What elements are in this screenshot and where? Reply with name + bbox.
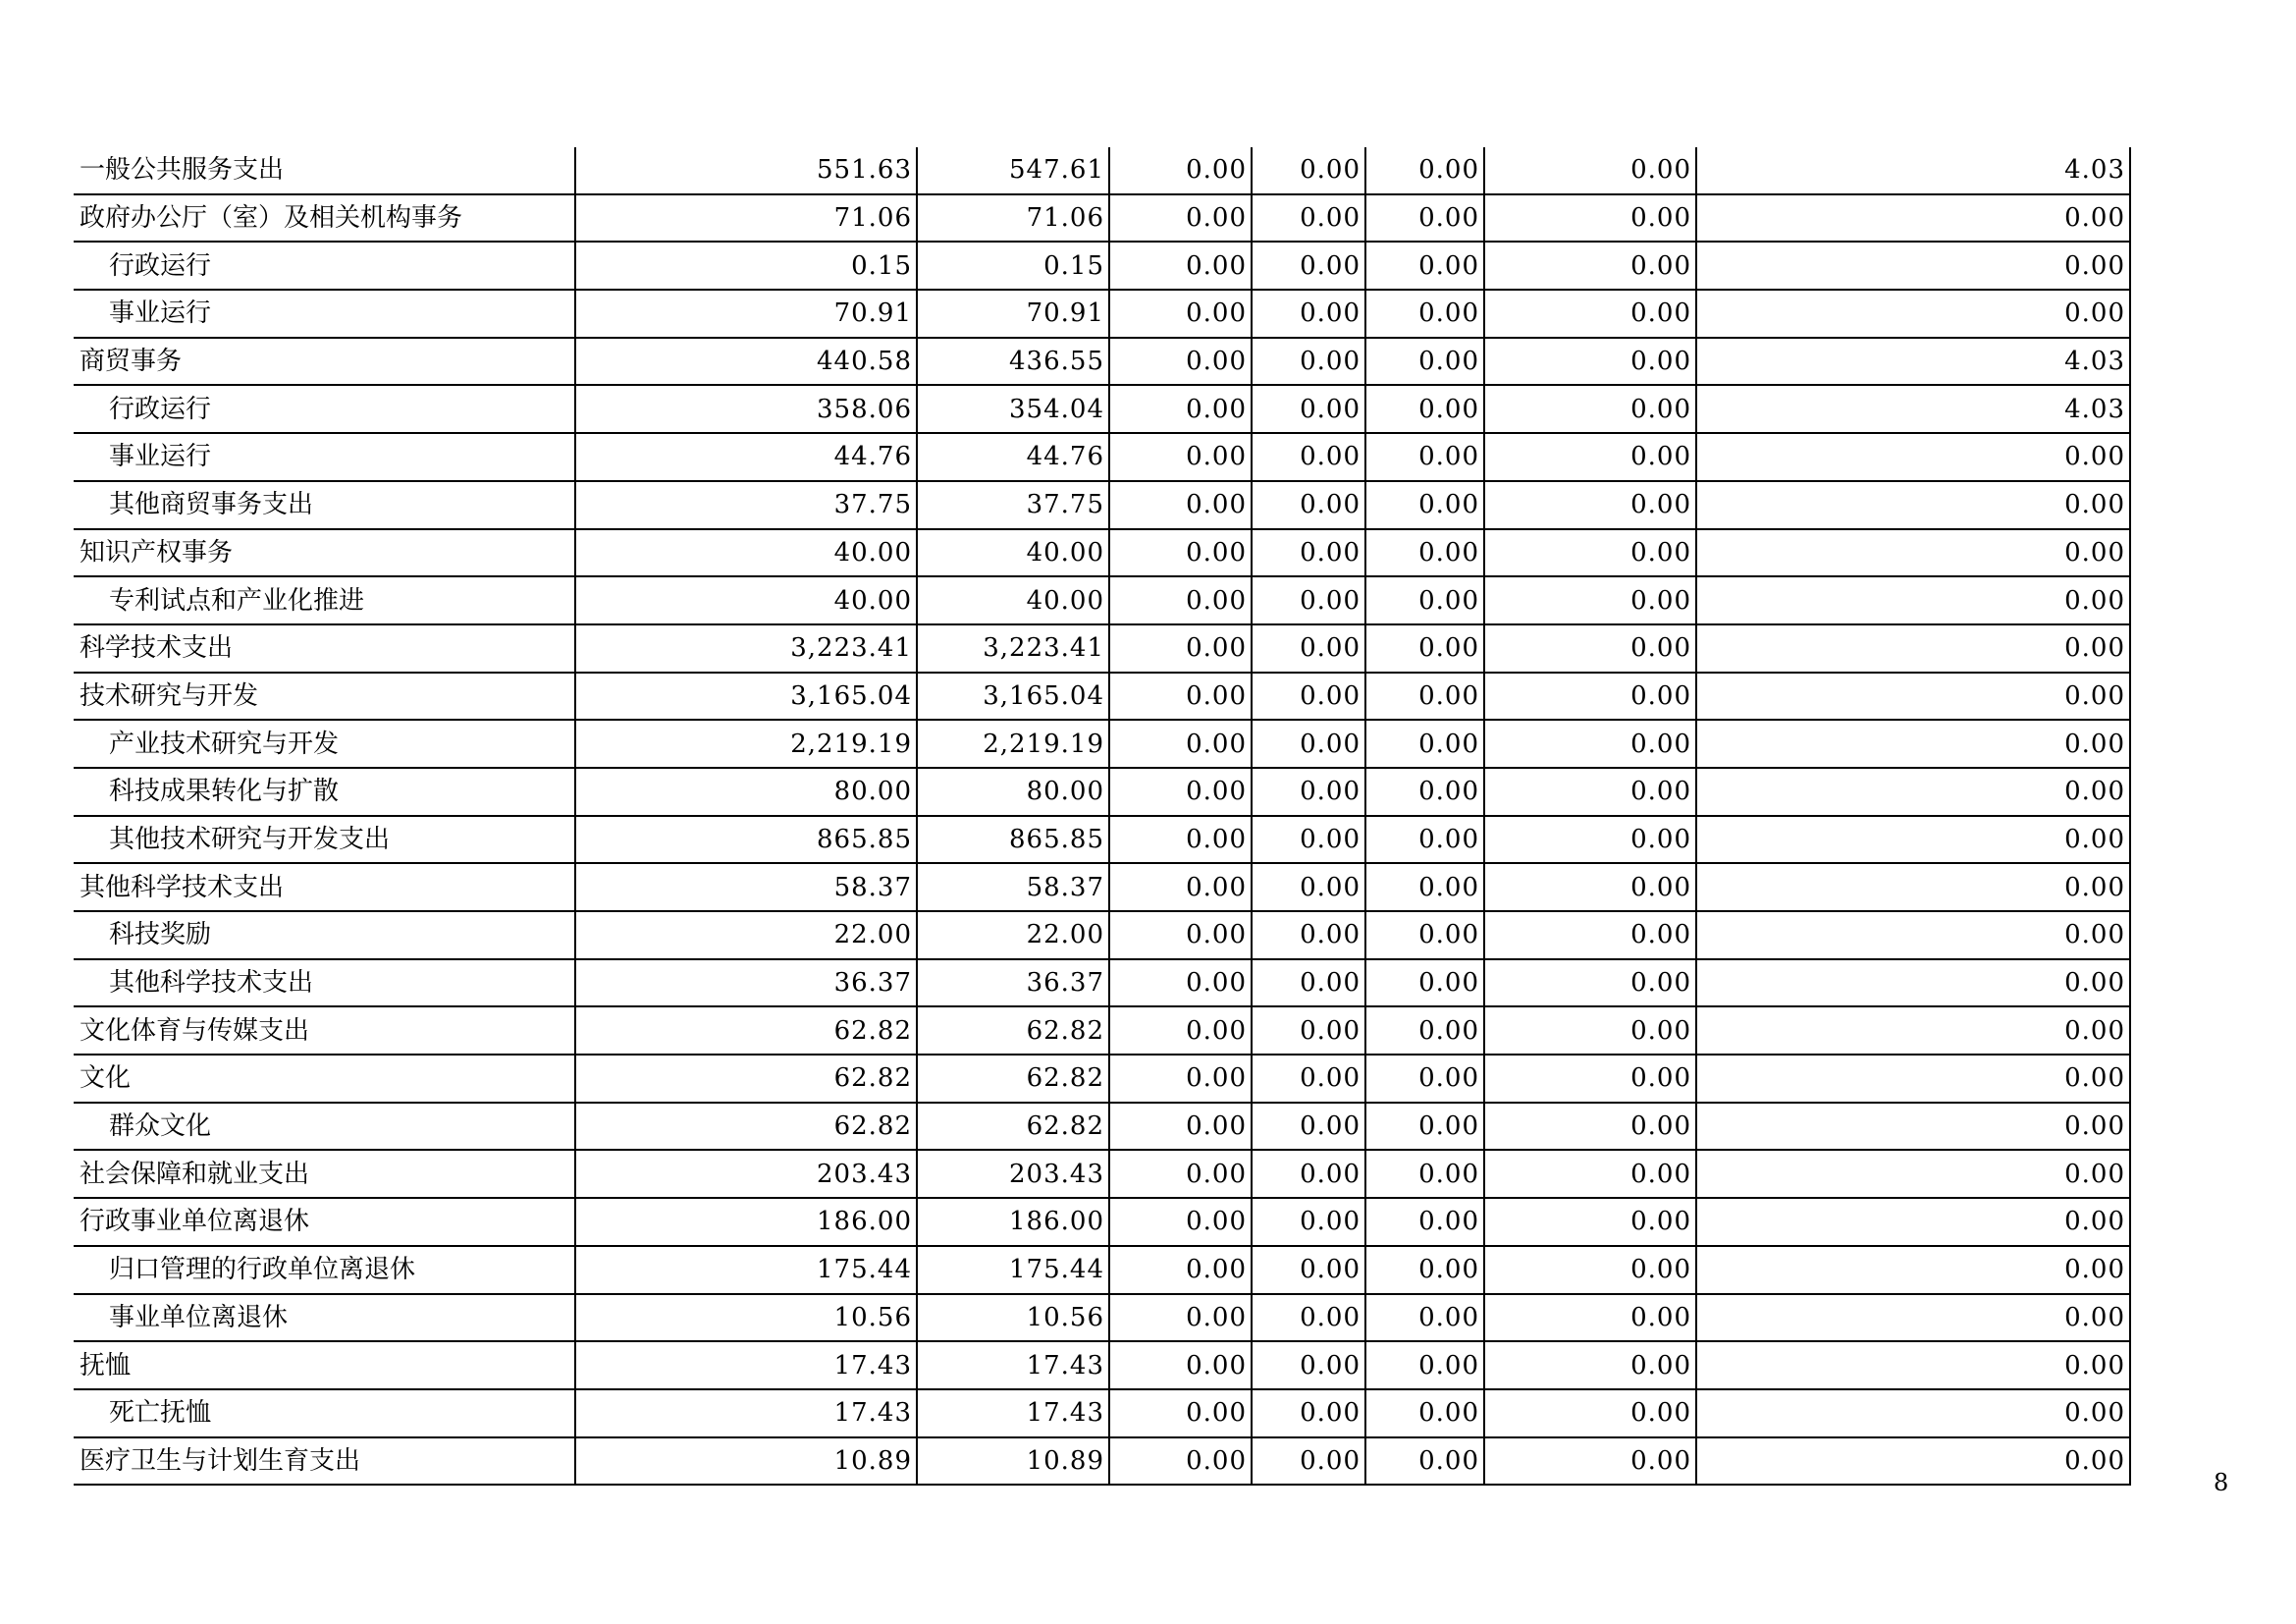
- amount-cell: 440.58: [575, 338, 917, 386]
- amount-cell: 0.00: [1252, 194, 1365, 243]
- amount-cell: 0.00: [1252, 290, 1365, 338]
- row-label: 其他技术研究与开发支出: [74, 816, 575, 864]
- amount-cell: 0.00: [1696, 1341, 2130, 1389]
- amount-cell: 0.00: [1365, 194, 1484, 243]
- amount-cell: 36.37: [575, 959, 917, 1007]
- amount-cell: 0.00: [1484, 673, 1696, 721]
- page-number: 8: [2214, 1469, 2229, 1496]
- amount-cell: 0.00: [1109, 768, 1252, 816]
- amount-cell: 0.00: [1696, 529, 2130, 577]
- table-row: [74, 242, 2130, 290]
- amount-cell: 0.00: [1252, 720, 1365, 768]
- amount-cell: 0.00: [1484, 576, 1696, 624]
- amount-cell: 17.43: [917, 1389, 1109, 1437]
- amount-cell: 0.00: [1696, 1198, 2130, 1246]
- amount-cell: 62.82: [917, 1006, 1109, 1055]
- amount-cell: 0.00: [1109, 816, 1252, 864]
- amount-cell: 3,165.04: [575, 673, 917, 721]
- amount-cell: 37.75: [575, 481, 917, 529]
- table-row: [74, 290, 2130, 338]
- row-label: 科技奖励: [74, 911, 575, 959]
- table-row: [74, 1246, 2130, 1294]
- amount-cell: 0.00: [1109, 1341, 1252, 1389]
- amount-cell: 58.37: [917, 863, 1109, 911]
- amount-cell: 0.00: [1252, 529, 1365, 577]
- amount-cell: 0.00: [1109, 1150, 1252, 1198]
- amount-cell: 0.00: [1109, 1006, 1252, 1055]
- amount-cell: 0.00: [1484, 147, 1696, 194]
- amount-cell: 0.00: [1484, 481, 1696, 529]
- amount-cell: 0.00: [1252, 481, 1365, 529]
- amount-cell: 0.00: [1696, 1150, 2130, 1198]
- table-body: [74, 147, 2130, 1485]
- amount-cell: 0.00: [1365, 385, 1484, 433]
- amount-cell: 70.91: [575, 290, 917, 338]
- table-row: [74, 673, 2130, 721]
- amount-cell: 0.00: [1109, 194, 1252, 243]
- amount-cell: 0.00: [1365, 1389, 1484, 1437]
- amount-cell: 0.00: [1109, 959, 1252, 1007]
- row-label: 科学技术支出: [74, 624, 575, 673]
- amount-cell: 0.00: [1365, 576, 1484, 624]
- amount-cell: 0.00: [1109, 338, 1252, 386]
- amount-cell: 0.00: [1109, 481, 1252, 529]
- amount-cell: 0.00: [1365, 1198, 1484, 1246]
- amount-cell: 865.85: [917, 816, 1109, 864]
- amount-cell: 0.00: [1109, 1246, 1252, 1294]
- table-row: [74, 1389, 2130, 1437]
- table-row: [74, 338, 2130, 386]
- amount-cell: 0.00: [1109, 911, 1252, 959]
- amount-cell: 22.00: [575, 911, 917, 959]
- amount-cell: 80.00: [575, 768, 917, 816]
- amount-cell: 10.89: [917, 1437, 1109, 1486]
- amount-cell: 175.44: [917, 1246, 1109, 1294]
- amount-cell: 10.56: [575, 1294, 917, 1342]
- amount-cell: 0.00: [1252, 576, 1365, 624]
- table-row: [74, 720, 2130, 768]
- amount-cell: 44.76: [917, 433, 1109, 481]
- amount-cell: 0.00: [1109, 433, 1252, 481]
- amount-cell: 0.00: [1484, 768, 1696, 816]
- amount-cell: 0.00: [1109, 1389, 1252, 1437]
- table-row: [74, 1006, 2130, 1055]
- row-label: 知识产权事务: [74, 529, 575, 577]
- amount-cell: 0.00: [1696, 242, 2130, 290]
- amount-cell: 0.00: [1252, 1389, 1365, 1437]
- amount-cell: 0.00: [1365, 433, 1484, 481]
- amount-cell: 354.04: [917, 385, 1109, 433]
- amount-cell: 0.00: [1109, 1437, 1252, 1486]
- amount-cell: 0.00: [1696, 481, 2130, 529]
- amount-cell: 0.00: [1484, 863, 1696, 911]
- table-row: [74, 147, 2130, 194]
- amount-cell: 4.03: [1696, 338, 2130, 386]
- amount-cell: 0.00: [1696, 194, 2130, 243]
- amount-cell: 62.82: [575, 1006, 917, 1055]
- amount-cell: 0.00: [1484, 1150, 1696, 1198]
- amount-cell: 0.00: [1365, 338, 1484, 386]
- amount-cell: 0.00: [1696, 720, 2130, 768]
- row-label: 文化体育与传媒支出: [74, 1006, 575, 1055]
- amount-cell: 0.00: [1696, 863, 2130, 911]
- amount-cell: 71.06: [575, 194, 917, 243]
- amount-cell: 62.82: [575, 1103, 917, 1151]
- table-row: [74, 863, 2130, 911]
- amount-cell: 436.55: [917, 338, 1109, 386]
- amount-cell: 0.00: [1365, 624, 1484, 673]
- table-row: [74, 1055, 2130, 1103]
- amount-cell: 40.00: [917, 529, 1109, 577]
- amount-cell: 0.00: [1365, 1294, 1484, 1342]
- amount-cell: 0.00: [1696, 1006, 2130, 1055]
- amount-cell: 44.76: [575, 433, 917, 481]
- amount-cell: 0.00: [1696, 1246, 2130, 1294]
- table-row: [74, 1103, 2130, 1151]
- amount-cell: 0.00: [1696, 290, 2130, 338]
- amount-cell: 0.00: [1365, 1437, 1484, 1486]
- amount-cell: 0.00: [1484, 816, 1696, 864]
- amount-cell: 17.43: [575, 1389, 917, 1437]
- amount-cell: 0.00: [1252, 385, 1365, 433]
- amount-cell: 0.00: [1109, 576, 1252, 624]
- amount-cell: 175.44: [575, 1246, 917, 1294]
- row-label: 其他科学技术支出: [74, 959, 575, 1007]
- amount-cell: 0.00: [1484, 290, 1696, 338]
- amount-cell: 0.00: [1365, 673, 1484, 721]
- row-label: 其他科学技术支出: [74, 863, 575, 911]
- amount-cell: 36.37: [917, 959, 1109, 1007]
- amount-cell: 62.82: [575, 1055, 917, 1103]
- amount-cell: 0.00: [1484, 242, 1696, 290]
- amount-cell: 0.00: [1696, 673, 2130, 721]
- table-row: [74, 624, 2130, 673]
- amount-cell: 22.00: [917, 911, 1109, 959]
- amount-cell: 40.00: [575, 529, 917, 577]
- amount-cell: 0.00: [1484, 1341, 1696, 1389]
- amount-cell: 0.00: [1484, 1246, 1696, 1294]
- amount-cell: 0.00: [1696, 1055, 2130, 1103]
- amount-cell: 0.00: [1252, 338, 1365, 386]
- amount-cell: 0.00: [1109, 385, 1252, 433]
- amount-cell: 0.00: [1484, 911, 1696, 959]
- amount-cell: 0.15: [575, 242, 917, 290]
- amount-cell: 0.00: [1365, 1150, 1484, 1198]
- table-row: [74, 816, 2130, 864]
- amount-cell: 0.00: [1109, 1103, 1252, 1151]
- amount-cell: 0.00: [1365, 1341, 1484, 1389]
- amount-cell: 37.75: [917, 481, 1109, 529]
- amount-cell: 0.00: [1252, 863, 1365, 911]
- amount-cell: 0.00: [1252, 1246, 1365, 1294]
- amount-cell: 58.37: [575, 863, 917, 911]
- amount-cell: 0.00: [1109, 673, 1252, 721]
- amount-cell: 71.06: [917, 194, 1109, 243]
- amount-cell: 0.00: [1365, 959, 1484, 1007]
- amount-cell: 0.00: [1252, 673, 1365, 721]
- row-label: 事业单位离退休: [74, 1294, 575, 1342]
- amount-cell: 0.00: [1365, 481, 1484, 529]
- amount-cell: 0.00: [1365, 529, 1484, 577]
- amount-cell: 0.00: [1252, 242, 1365, 290]
- row-label: 政府办公厅（室）及相关机构事务: [74, 194, 575, 243]
- amount-cell: 0.00: [1484, 959, 1696, 1007]
- amount-cell: 4.03: [1696, 385, 2130, 433]
- amount-cell: 0.00: [1696, 816, 2130, 864]
- amount-cell: 0.00: [1484, 1103, 1696, 1151]
- amount-cell: 0.00: [1484, 529, 1696, 577]
- table-row: [74, 576, 2130, 624]
- amount-cell: 0.00: [1252, 1103, 1365, 1151]
- amount-cell: 0.00: [1252, 1150, 1365, 1198]
- amount-cell: 0.00: [1109, 624, 1252, 673]
- amount-cell: 0.00: [1252, 768, 1365, 816]
- amount-cell: 0.00: [1109, 242, 1252, 290]
- row-label: 行政运行: [74, 242, 575, 290]
- amount-cell: 551.63: [575, 147, 917, 194]
- row-label: 死亡抚恤: [74, 1389, 575, 1437]
- amount-cell: 0.00: [1365, 242, 1484, 290]
- amount-cell: 0.00: [1109, 720, 1252, 768]
- table-row: [74, 433, 2130, 481]
- amount-cell: 547.61: [917, 147, 1109, 194]
- row-label: 技术研究与开发: [74, 673, 575, 721]
- row-label: 群众文化: [74, 1103, 575, 1151]
- amount-cell: 203.43: [917, 1150, 1109, 1198]
- amount-cell: 0.00: [1696, 433, 2130, 481]
- amount-cell: 0.00: [1252, 1198, 1365, 1246]
- amount-cell: 0.00: [1696, 1437, 2130, 1486]
- amount-cell: 0.00: [1252, 1294, 1365, 1342]
- budget-expenditure-table: [74, 147, 2131, 1486]
- amount-cell: 0.00: [1696, 911, 2130, 959]
- table-row: [74, 385, 2130, 433]
- amount-cell: 0.00: [1365, 147, 1484, 194]
- amount-cell: 3,223.41: [575, 624, 917, 673]
- amount-cell: 2,219.19: [917, 720, 1109, 768]
- row-label: 产业技术研究与开发: [74, 720, 575, 768]
- table-row: [74, 1198, 2130, 1246]
- table-row: [74, 1294, 2130, 1342]
- row-label: 社会保障和就业支出: [74, 1150, 575, 1198]
- amount-cell: 865.85: [575, 816, 917, 864]
- amount-cell: 0.00: [1252, 1006, 1365, 1055]
- amount-cell: 0.00: [1365, 816, 1484, 864]
- amount-cell: 0.00: [1252, 911, 1365, 959]
- amount-cell: 0.00: [1365, 863, 1484, 911]
- amount-cell: 10.56: [917, 1294, 1109, 1342]
- amount-cell: 0.00: [1365, 1006, 1484, 1055]
- amount-cell: 0.00: [1365, 1055, 1484, 1103]
- amount-cell: 2,219.19: [575, 720, 917, 768]
- amount-cell: 0.00: [1484, 1198, 1696, 1246]
- amount-cell: 40.00: [575, 576, 917, 624]
- amount-cell: 358.06: [575, 385, 917, 433]
- amount-cell: 0.00: [1696, 1294, 2130, 1342]
- amount-cell: 0.00: [1252, 1437, 1365, 1486]
- amount-cell: 0.00: [1696, 768, 2130, 816]
- amount-cell: 0.00: [1484, 1006, 1696, 1055]
- row-label: 事业运行: [74, 433, 575, 481]
- amount-cell: 62.82: [917, 1055, 1109, 1103]
- amount-cell: 0.00: [1252, 624, 1365, 673]
- amount-cell: 4.03: [1696, 147, 2130, 194]
- amount-cell: 0.00: [1484, 624, 1696, 673]
- amount-cell: 186.00: [917, 1198, 1109, 1246]
- amount-cell: 0.00: [1365, 720, 1484, 768]
- row-label: 科技成果转化与扩散: [74, 768, 575, 816]
- amount-cell: 0.00: [1484, 338, 1696, 386]
- table-row: [74, 911, 2130, 959]
- table-row: [74, 768, 2130, 816]
- amount-cell: 0.00: [1696, 624, 2130, 673]
- amount-cell: 186.00: [575, 1198, 917, 1246]
- amount-cell: 0.15: [917, 242, 1109, 290]
- amount-cell: 0.00: [1484, 194, 1696, 243]
- amount-cell: 40.00: [917, 576, 1109, 624]
- amount-cell: 0.00: [1484, 433, 1696, 481]
- amount-cell: 0.00: [1365, 290, 1484, 338]
- table-row: [74, 959, 2130, 1007]
- amount-cell: 3,165.04: [917, 673, 1109, 721]
- row-label: 商贸事务: [74, 338, 575, 386]
- amount-cell: 0.00: [1252, 1341, 1365, 1389]
- table-row: [74, 529, 2130, 577]
- table-row: [74, 1437, 2130, 1486]
- amount-cell: 0.00: [1484, 720, 1696, 768]
- amount-cell: 0.00: [1696, 576, 2130, 624]
- amount-cell: 0.00: [1109, 529, 1252, 577]
- amount-cell: 0.00: [1365, 1246, 1484, 1294]
- table-row: [74, 481, 2130, 529]
- row-label: 事业运行: [74, 290, 575, 338]
- row-label: 抚恤: [74, 1341, 575, 1389]
- amount-cell: 0.00: [1109, 863, 1252, 911]
- amount-cell: 0.00: [1484, 1437, 1696, 1486]
- amount-cell: 0.00: [1696, 959, 2130, 1007]
- amount-cell: 17.43: [917, 1341, 1109, 1389]
- amount-cell: 203.43: [575, 1150, 917, 1198]
- amount-cell: 0.00: [1252, 816, 1365, 864]
- amount-cell: 0.00: [1484, 1389, 1696, 1437]
- amount-cell: 0.00: [1484, 385, 1696, 433]
- amount-cell: 0.00: [1484, 1294, 1696, 1342]
- amount-cell: 17.43: [575, 1341, 917, 1389]
- amount-cell: 0.00: [1252, 959, 1365, 1007]
- amount-cell: 80.00: [917, 768, 1109, 816]
- row-label: 医疗卫生与计划生育支出: [74, 1437, 575, 1486]
- amount-cell: 3,223.41: [917, 624, 1109, 673]
- amount-cell: 0.00: [1109, 1055, 1252, 1103]
- amount-cell: 0.00: [1252, 1055, 1365, 1103]
- amount-cell: 0.00: [1109, 1198, 1252, 1246]
- amount-cell: 70.91: [917, 290, 1109, 338]
- table-row: [74, 1150, 2130, 1198]
- amount-cell: 0.00: [1365, 768, 1484, 816]
- amount-cell: 10.89: [575, 1437, 917, 1486]
- row-label: 一般公共服务支出: [74, 147, 575, 194]
- amount-cell: 62.82: [917, 1103, 1109, 1151]
- amount-cell: 0.00: [1365, 1103, 1484, 1151]
- amount-cell: 0.00: [1109, 147, 1252, 194]
- amount-cell: 0.00: [1252, 147, 1365, 194]
- row-label: 行政运行: [74, 385, 575, 433]
- amount-cell: 0.00: [1365, 911, 1484, 959]
- table-row: [74, 194, 2130, 243]
- amount-cell: 0.00: [1696, 1389, 2130, 1437]
- row-label: 归口管理的行政单位离退休: [74, 1246, 575, 1294]
- row-label: 行政事业单位离退休: [74, 1198, 575, 1246]
- amount-cell: 0.00: [1109, 290, 1252, 338]
- row-label: 文化: [74, 1055, 575, 1103]
- amount-cell: 0.00: [1696, 1103, 2130, 1151]
- amount-cell: 0.00: [1109, 1294, 1252, 1342]
- table-row: [74, 1341, 2130, 1389]
- amount-cell: 0.00: [1252, 433, 1365, 481]
- row-label: 专利试点和产业化推进: [74, 576, 575, 624]
- amount-cell: 0.00: [1484, 1055, 1696, 1103]
- row-label: 其他商贸事务支出: [74, 481, 575, 529]
